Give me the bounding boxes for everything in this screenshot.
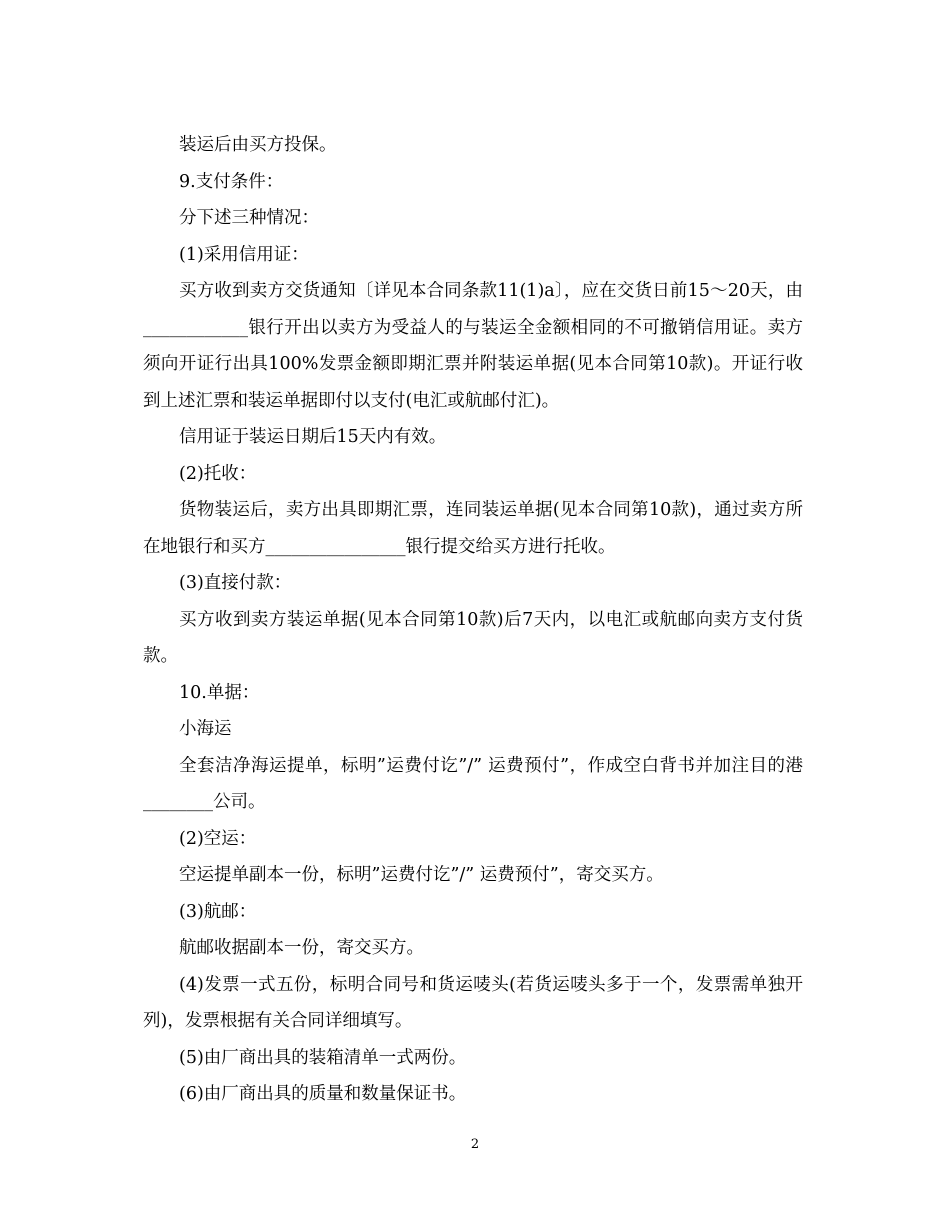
section-heading-documents: 10.单据： bbox=[179, 682, 260, 703]
paragraph: 航邮收据副本一份，寄交买方。 bbox=[179, 938, 424, 958]
paragraph: 货物装运后，卖方出具即期汇票，连同装运单据(见本合同第10款)，通过卖方所在地银行和买方________________银行提交给买方进行托收。 bbox=[143, 500, 803, 557]
subheading-collection: (2)托收： bbox=[179, 463, 257, 484]
paragraph: (4)发票一式五份，标明合同号和货运唛头(若货运唛头多于一个，发票需单独开列)，发票根据有关合同详细填写。 bbox=[143, 974, 803, 1031]
subheading-direct-payment: (3)直接付款： bbox=[179, 573, 292, 593]
paragraph: 买方收到卖方交货通知〔详见本合同条款11(1)a〕，应在交货日前15～20天，由____________银行开出以卖方为受益人的与装运全金额相同的不可撤销信用证。卖方须向开证行出具100%发票金额即期汇票并附装运单据(见本合同第10款)。开证行收到上述汇票和装运单据即付以支付(电汇或航邮付汇)。 bbox=[143, 281, 803, 411]
paragraph: (6)由厂商出具的质量和数量保证书。 bbox=[179, 1084, 467, 1104]
subheading-air-mail: (3)航邮： bbox=[179, 901, 257, 922]
section-heading-payment: 9.支付条件： bbox=[179, 171, 284, 192]
paragraph: 全套洁净海运提单，标明”运费付讫”/” 运费预付”，作成空白背书并加注目的港________公司。 bbox=[143, 755, 803, 812]
subheading-letter-of-credit: (1)采用信用证： bbox=[179, 244, 309, 265]
subheading-sea-transport: 小海运 bbox=[179, 719, 232, 739]
paragraph: 空运提单副本一份，标明”运费付讫”/” 运费预付”，寄交买方。 bbox=[179, 865, 664, 885]
paragraph: 信用证于装运日期后15天内有效。 bbox=[179, 427, 447, 447]
page-number: 2 bbox=[470, 1137, 480, 1152]
subheading-air-transport: (2)空运： bbox=[179, 828, 257, 849]
paragraph: 买方收到卖方装运单据(见本合同第10款)后7天内，以电汇或航邮向卖方支付货款。 bbox=[143, 609, 803, 666]
paragraph: 分下述三种情况： bbox=[179, 208, 319, 228]
paragraph: (5)由厂商出具的装箱清单一式两份。 bbox=[179, 1047, 467, 1068]
page-body bbox=[143, 127, 803, 1113]
paragraph: 装运后由买方投保。 bbox=[179, 135, 337, 155]
